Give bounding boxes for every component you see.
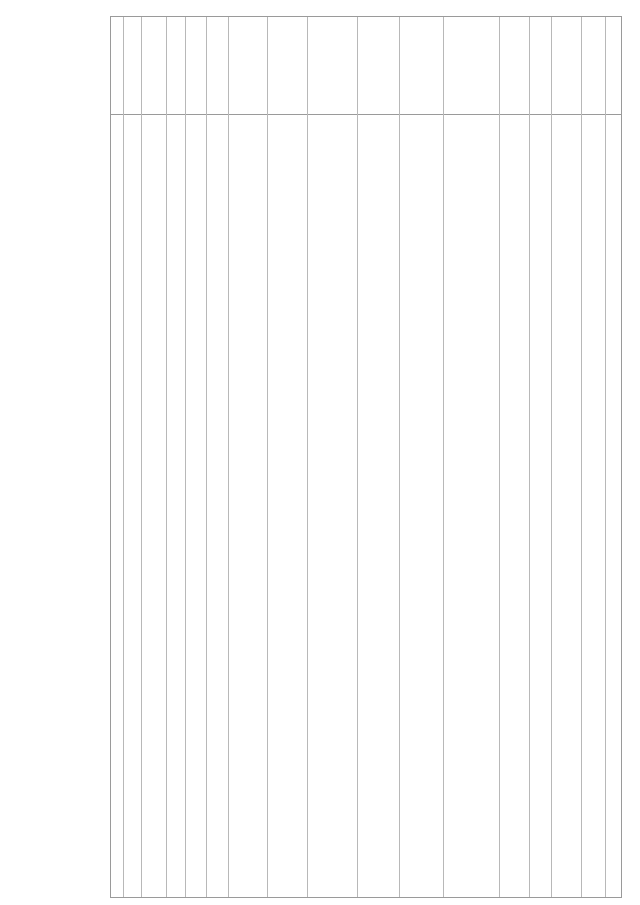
column-divider	[267, 17, 268, 897]
column-divider	[551, 17, 552, 897]
document-table	[110, 16, 622, 898]
column-divider	[443, 17, 444, 897]
column-divider	[605, 17, 606, 897]
column-divider	[499, 17, 500, 897]
column-divider	[123, 17, 124, 897]
column-divider	[166, 17, 167, 897]
column-divider	[307, 17, 308, 897]
column-divider	[581, 17, 582, 897]
column-divider	[185, 17, 186, 897]
column-divider	[529, 17, 530, 897]
column-divider	[357, 17, 358, 897]
column-divider	[399, 17, 400, 897]
column-divider	[141, 17, 142, 897]
column-divider	[206, 17, 207, 897]
column-divider	[228, 17, 229, 897]
table-header	[111, 17, 621, 115]
